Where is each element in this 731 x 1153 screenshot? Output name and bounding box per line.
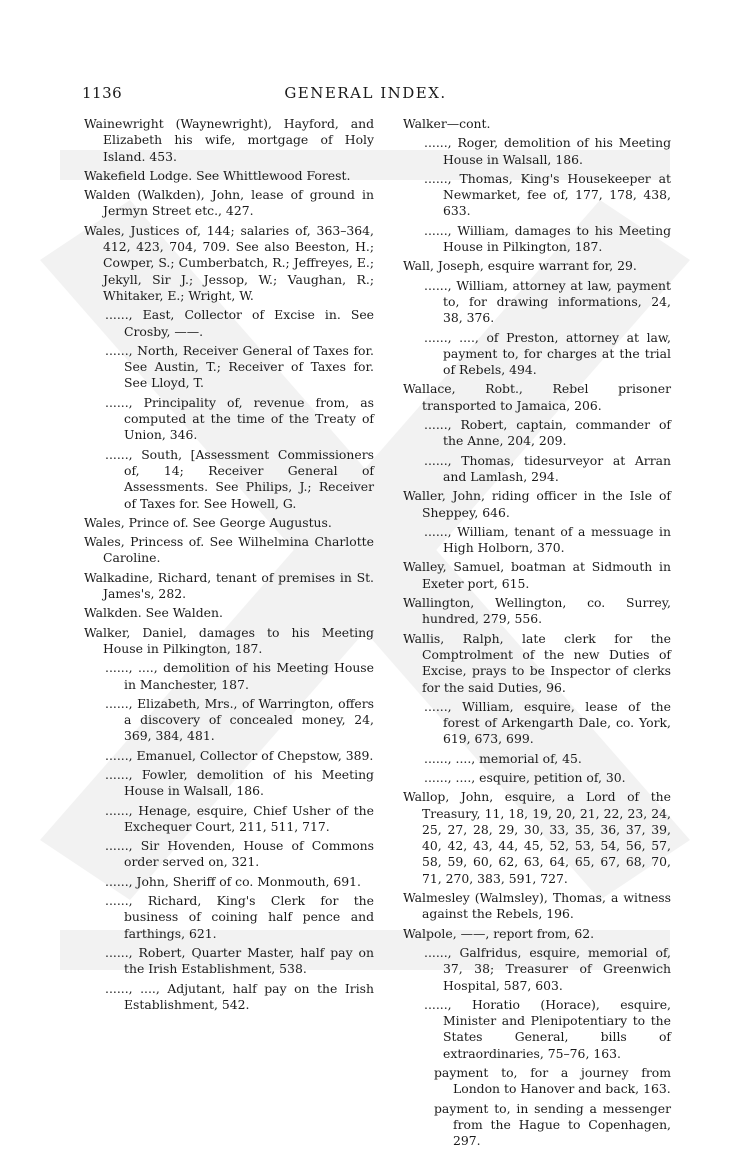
running-head: GENERAL INDEX. <box>284 84 447 102</box>
index-entry: ......, William, tenant of a messuage in High Holborn, 370. <box>424 523 671 556</box>
index-entry: Wales, Justices of, 144; salaries of, 363–364, 412, 423, 704, 709. See also Beeston, H.; Cowper, S.; Cumberbatch, R.; Jeffreyes, E.; Jekyll, Sir J.; Jessop, W.; Vaughan, R.; Whitaker, E.; Wright, W. <box>84 222 374 303</box>
index-column-left <box>84 116 374 1016</box>
index-entry: ......, Roger, demolition of his Meeting House in Walsall, 186. <box>424 135 671 167</box>
index-entry: ......, Robert, Quarter Master, half pay on the Irish Establishment, 538. <box>105 944 374 977</box>
index-entry: ......, Elizabeth, Mrs., of Warrington, offers a discovery of concealed money, 24, 369, 384, 481. <box>105 695 374 744</box>
index-entry: Wales, Prince of. See George Augustus. <box>84 514 332 530</box>
index-entry: Wainewright (Waynewright), Hayford, and Elizabeth his wife, mortgage of Holy Island. 453. <box>84 116 374 164</box>
index-entry: ......, Henage, esquire, Chief Usher of the Exchequer Court, 211, 511, 717. <box>105 802 374 834</box>
index-entry: Walkadine, Richard, tenant of premises in St. James's, 282. <box>84 569 374 602</box>
index-entry: Walpole, ——, report from, 62. <box>403 925 595 941</box>
index-entry: ......, Thomas, King's Housekeeper at Newmarket, fee of, 177, 178, 438, 633. <box>424 170 671 219</box>
index-entry: Wallace, Robt., Rebel prisoner transported to Jamaica, 206. <box>403 381 671 413</box>
index-entry: payment to, in sending a messenger from the Hague to Copenhagen, 297. <box>434 1100 671 1149</box>
index-entry: ......, ...., demolition of his Meeting House in Manchester, 187. <box>105 660 374 692</box>
index-entry: ......, Galfridus, esquire, memorial of, 37, 38; Treasurer of Greenwich Hospital, 587, 603. <box>424 944 671 993</box>
index-entry: ......, East, Collector of Excise in. See Crosby, ——. <box>105 307 374 339</box>
index-entry: ......, ...., of Preston, attorney at law, payment to, for charges at the trial of Rebels, 494. <box>424 329 671 378</box>
index-entry: ......, Principality of, revenue from, as computed at the time of the Treaty of Union, 346. <box>105 394 374 443</box>
page-number: 1136 <box>82 84 123 102</box>
index-entry: ......, William, attorney at law, payment to, for drawing informations, 24, 38, 376. <box>424 277 671 326</box>
index-entry: ......, Thomas, tidesurveyor at Arran and Lamlash, 294. <box>424 452 671 484</box>
index-entry: Wallop, John, esquire, a Lord of the Treasury, 11, 18, 19, 20, 21, 22, 23, 24, 25, 27, 28, 29, 30, 33, 35, 36, 37, 39, 40, 42, 43, 44, 45, 52, 53, 54, 56, 57, 58, 59, 60, 62, 63, 64, 65, 67, 68, 70, 71, 270, 383, 591, 727. <box>403 789 671 886</box>
index-entry: ......, North, Receiver General of Taxes for. See Austin, T.; Receiver of Taxes for. See Lloyd, T. <box>105 342 374 391</box>
index-entry: ......, William, esquire, lease of the forest of Arkengarth Dale, co. York, 619, 673, 699. <box>424 698 671 747</box>
index-entry: ......, ...., esquire, petition of, 30. <box>424 769 626 785</box>
index-entry: Wallington, Wellington, co. Surrey, hundred, 279, 556. <box>403 595 671 627</box>
index-entry: Waller, John, riding officer in the Isle of Sheppey, 646. <box>403 488 671 520</box>
index-entry: ......, John, Sheriff of co. Monmouth, 691. <box>105 873 361 889</box>
index-entry: ......, Fowler, demolition of his Meeting House in Walsall, 186. <box>105 766 374 799</box>
index-entry: Wallis, Ralph, late clerk for the Comptrolment of the new Duties of Excise, prays to be Inspector of clerks for the said Duties, 96. <box>403 630 671 695</box>
index-entry: ......, ...., Adjutant, half pay on the Irish Establishment, 542. <box>105 980 374 1012</box>
index-entry: Walker—cont. <box>403 116 491 131</box>
index-entry: Walkden. See Walden. <box>84 605 223 621</box>
index-entry: payment to, for a journey from London to Hanover and back, 163. <box>434 1065 671 1097</box>
index-entry: Walden (Walkden), John, lease of ground in Jermyn Street etc., 427. <box>84 187 374 219</box>
index-entry: ......, Emanuel, Collector of Chepstow, 389. <box>105 747 374 763</box>
index-entry: ......, South, [Assessment Commissioners of, 14; Receiver General of Assessments. See Philips, J.; Receiver of Taxes for. See Howell, G. <box>105 446 374 511</box>
index-entry: ......, William, damages to his Meeting House in Pilkington, 187. <box>424 222 671 255</box>
index-entry: Wall, Joseph, esquire warrant for, 29. <box>403 258 637 274</box>
index-entry: ......, Richard, King's Clerk for the business of coining half pence and farthings, 621. <box>105 893 374 941</box>
index-entry: Walmesley (Walmsley), Thomas, a witness against the Rebels, 196. <box>403 890 671 922</box>
index-entry: ......, Sir Hovenden, House of Commons order served on, 321. <box>105 838 374 870</box>
index-entry: ......, Horatio (Horace), esquire, Minister and Plenipotentiary to the States General, bills of extraordinaries, 75–76, 163. <box>424 996 671 1061</box>
index-entry: Wakefield Lodge. See Whittlewood Forest. <box>84 167 351 183</box>
index-entry: Wales, Princess of. See Wilhelmina Charlotte Caroline. <box>84 534 374 566</box>
index-column-right <box>403 116 671 1153</box>
index-entry: Walker, Daniel, damages to his Meeting House in Pilkington, 187. <box>84 624 374 656</box>
index-entry: ......, Robert, captain, commander of the Anne, 204, 209. <box>424 417 671 449</box>
index-entry: Walley, Samuel, boatman at Sidmouth in Exeter port, 615. <box>403 559 671 591</box>
index-entry: ......, ...., memorial of, 45. <box>424 750 582 766</box>
